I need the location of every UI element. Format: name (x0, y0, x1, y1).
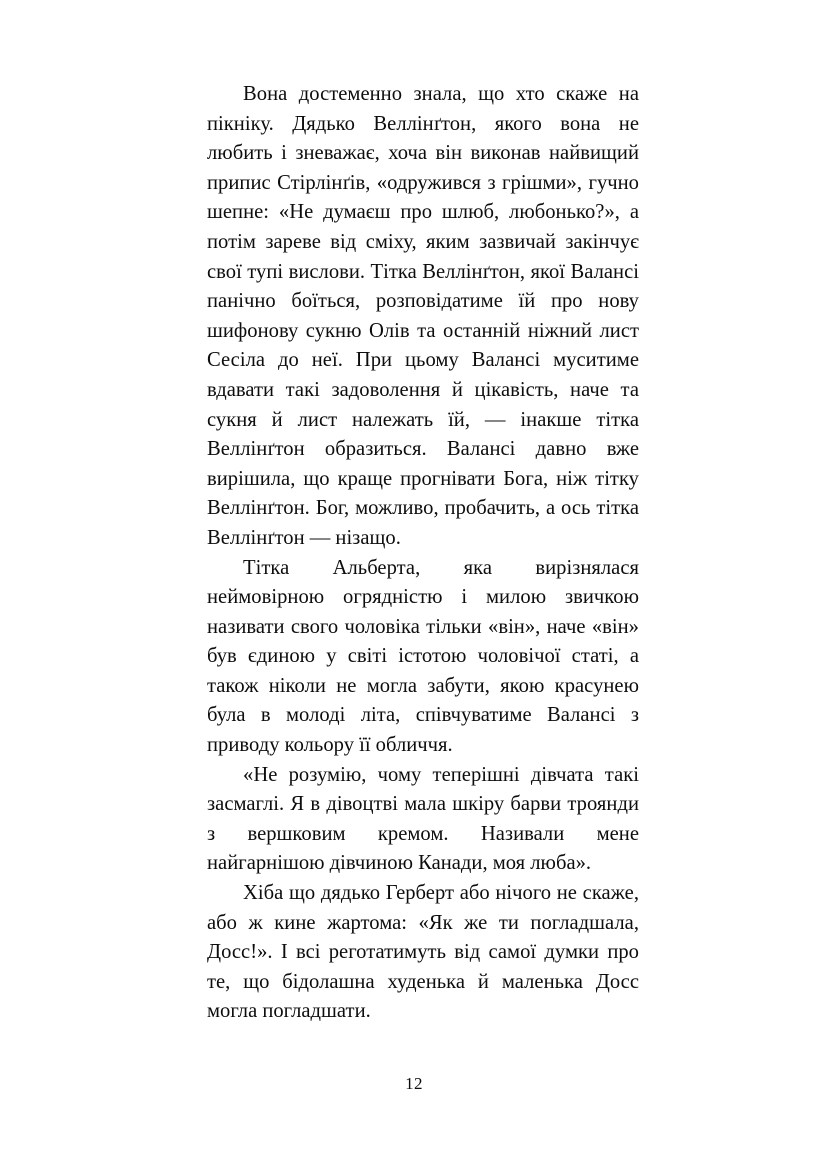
body-paragraph: «Не розумію, чому теперішні дівчата такі засмаглі. Я в дівоцтві мала шкіру барви троянди з вершковим кремом. Називали мене найгарнішою дівчиною Канади, моя люба». (207, 763, 639, 875)
body-text-column (207, 80, 639, 1027)
body-paragraph: Вона достеменно знала, що хто скаже на пікніку. Дядько Веллінґтон, якого вона не любить і зневажає, хоча він виконав найвищий припис Стірлінґів, «одружився з грішми», гучно шепне: «Не думаєш про шлюб, любонько?», а потім зареве від сміху, яким зазвичай закінчує свої тупі вислови. Тітка Веллінґтон, якої Валансі панічно боїться, розповідатиме їй про нову шифонову сукню Олів та останній ніжний лист Сесіла до неї. При цьому Валансі муситиме вдавати такі задоволення й цікавість, наче та сукня й лист належать їй, — інакше тітка Веллінґтон образиться. Валансі давно вже вирішила, що краще прогнівати Бога, ніж тітку Веллінґтон. Бог, можливо, пробачить, а ось тітка Веллінґтон — нізащо. (207, 83, 639, 549)
page-number: 12 (405, 1074, 423, 1093)
body-paragraph: Хіба що дядько Герберт або нічого не скаже, або ж кине жартома: «Як же ти погладшала, Досс!». І всі реготатимуть від самої думки про те, що бідолашна худенька й маленька Досс могла погладшати. (207, 882, 639, 1023)
body-paragraph: Тітка Альберта, яка вирізнялася неймовірною огрядністю і милою звичкою називати свого чоловіка тільки «він», наче «він» був єдиною у світі істотою чоловічої статі, а також ніколи не могла забути, якою красунею була в молоді літа, співчуватиме Валансі з приводу кольору її обличчя. (207, 556, 639, 757)
